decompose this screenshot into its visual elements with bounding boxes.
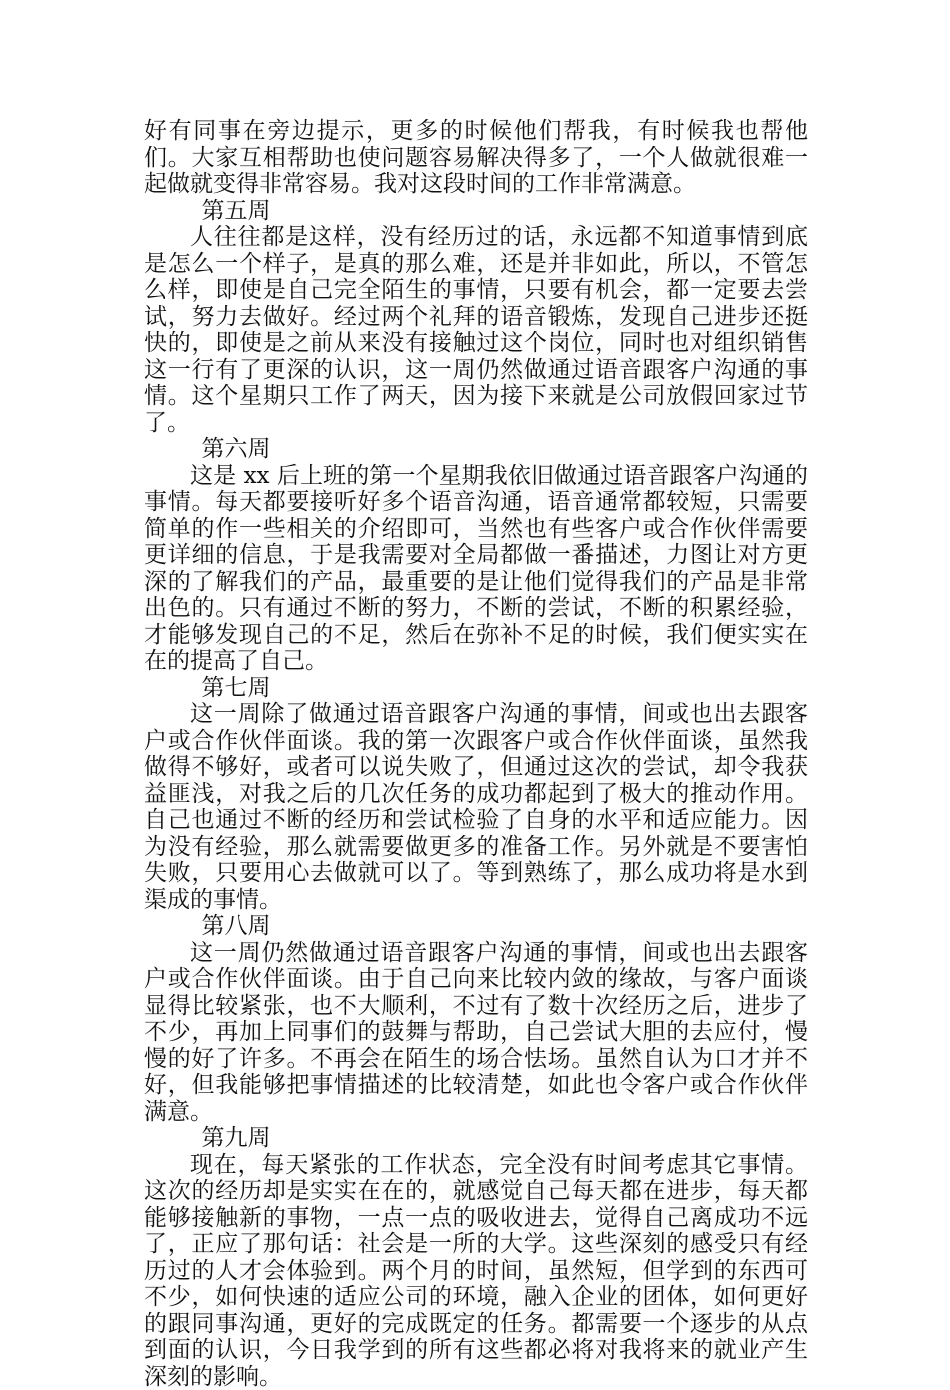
document-page bbox=[144, 118, 808, 1390]
paragraph-week-5: 人往往都是这样，没有经历过的话，永远都不知道事情到底是怎么一个样子，是真的那么难，还是并非如此，所以，不管怎么样，即使是自己完全陌生的事情，只要有机会，都一定要去尝试，努力去做好。经过两个礼拜的语音锻炼，发现自己进步还挺快的，即使是之前从来没有接触过这个岗位，同时也对组织销售这一行有了更深的认识，这一周仍然做通过语音跟客户沟通的事情。这个星期只工作了两天，因为接下来就是公司放假回家过节了。 bbox=[144, 224, 808, 436]
paragraph-week-8: 这一周仍然做通过语音跟客户沟通的事情，间或也出去跟客户或合作伙伴面谈。由于自己向来比较内敛的缘故，与客户面谈显得比较紧张，也不大顺利，不过有了数十次经历之后，进步了不少，再加上同事们的鼓舞与帮助，自己尝试大胆的去应付，慢慢的好了许多。不再会在陌生的场合怯场。虽然自认为口才并不好，但我能够把事情描述的比较清楚，如此也令客户或合作伙伴满意。 bbox=[144, 940, 808, 1126]
week-heading-8: 第八周 bbox=[144, 913, 808, 940]
week-heading-6: 第六周 bbox=[144, 436, 808, 463]
week-heading-7: 第七周 bbox=[144, 675, 808, 702]
week-heading-5: 第五周 bbox=[144, 198, 808, 225]
paragraph-week-7: 这一周除了做通过语音跟客户沟通的事情，间或也出去跟客户或合作伙伴面谈。我的第一次跟客户或合作伙伴面谈，虽然我做得不够好，或者可以说失败了，但通过这次的尝试，却令我获益匪浅，对我之后的几次任务的成功都起到了极大的推动作用。自己也通过不断的经历和尝试检验了自身的水平和适应能力。因为没有经验，那么就需要做更多的准备工作。另外就是不要害怕失败，只要用心去做就可以了。等到熟练了，那么成功将是水到渠成的事情。 bbox=[144, 701, 808, 913]
paragraph-week-9: 现在，每天紧张的工作状态，完全没有时间考虑其它事情。这次的经历却是实实在在的，就感觉自己每天都在进步，每天都能够接触新的事物，一点一点的吸收进去，觉得自己离成功不远了，正应了那句话：社会是一所的大学。这些深刻的感受只有经历过的人才会体验到。两个月的时间，虽然短，但学到的东西可不少，如何快速的适应公司的环境，融入企业的团体，如何更好的跟同事沟通，更好的完成既定的任务。都需要一个逐步的从点到面的认识，今日我学到的所有这些都必将对我将来的就业产生深刻的影响。 bbox=[144, 1152, 808, 1390]
paragraph-continuation: 好有同事在旁边提示，更多的时候他们帮我，有时候我也帮他们。大家互相帮助也使问题容易解决得多了，一个人做就很难一起做就变得非常容易。我对这段时间的工作非常满意。 bbox=[144, 118, 808, 198]
paragraph-week-6: 这是 xx 后上班的第一个星期我依旧做通过语音跟客户沟通的事情。每天都要接听好多个语音沟通，语音通常都较短，只需要简单的作一些相关的介绍即可，当然也有些客户或合作伙伴需要更详细的信息，于是我需要对全局都做一番描述，力图让对方更深的了解我们的产品，最重要的是让他们觉得我们的产品是非常出色的。只有通过不断的努力，不断的尝试，不断的积累经验，才能够发现自己的不足，然后在弥补不足的时候，我们便实实在在的提高了自己。 bbox=[144, 463, 808, 675]
week-heading-9: 第九周 bbox=[144, 1125, 808, 1152]
